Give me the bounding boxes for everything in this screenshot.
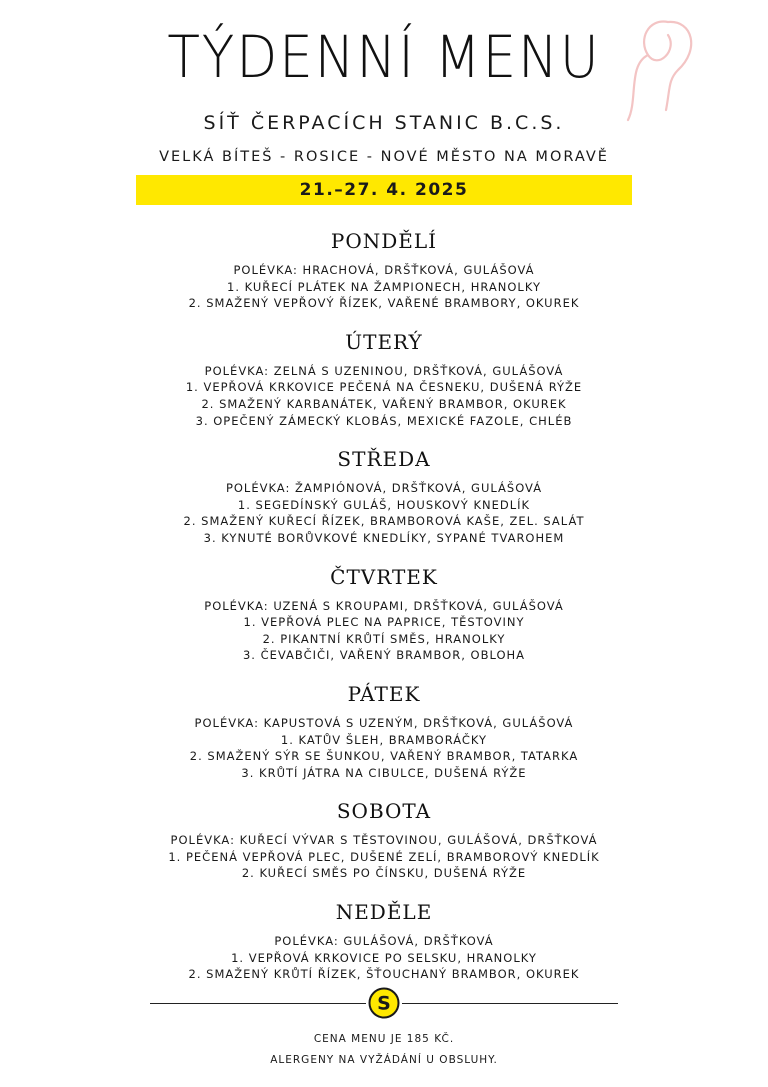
allergens-note: ALERGENY NA VYŽÁDÁNÍ U OBSLUHY.: [270, 1054, 498, 1066]
menu-line: POLÉVKA: KUŘECÍ VÝVAR S TĚSTOVINOU, GULÁŠOVÁ, DRŠŤKOVÁ: [170, 833, 598, 848]
menu-line: 2. PIKANTNÍ KRŮTÍ SMĚS, HRANOLKY: [262, 631, 506, 646]
menu-line: 2. SMAŽENÝ KUŘECÍ ŘÍZEK, BRAMBOROVÁ KAŠE, ZEL. SALÁT: [183, 514, 585, 529]
menu-line: 1. VEPŘOVÁ KRKOVICE PEČENÁ NA ČESNEKU, DUŠENÁ RÝŽE: [185, 380, 583, 395]
menu-line: POLÉVKA: GULÁŠOVÁ, DRŠŤKOVÁ: [274, 934, 494, 949]
day-monday: [0, 228, 768, 312]
page-subtitle: SÍŤ ČERPACÍCH STANIC B.C.S.: [203, 112, 565, 134]
svg-text:S: S: [377, 992, 391, 1015]
menu-line: 2. KUŘECÍ SMĚS PO ČÍNSKU, DUŠENÁ RÝŽE: [241, 866, 527, 881]
menu-line: 2. SMAŽENÝ KRŮTÍ ŘÍZEK, ŠŤOUCHANÝ BRAMBOR, OKUREK: [188, 967, 580, 982]
day-heading: ÚTERÝ: [345, 329, 423, 354]
menu-line: 1. VEPŘOVÁ KRKOVICE PO SELSKU, HRANOLKY: [231, 950, 537, 965]
day-heading: SOBOTA: [336, 799, 432, 824]
menu-line: 3. ČEVABČIČI, VAŘENÝ BRAMBOR, OBLOHA: [242, 648, 526, 663]
menu-line: 1. KUŘECÍ PLÁTEK NA ŽAMPIONECH, HRANOLKY: [227, 279, 541, 294]
menu-line: 3. OPEČENÝ ZÁMECKÝ KLOBÁS, MEXICKÉ FAZOLE, CHLÉB: [195, 413, 573, 428]
day-heading: NEDĚLE: [335, 900, 433, 925]
menu-line: POLÉVKA: KAPUSTOVÁ S UZENÝM, DRŠŤKOVÁ, GULÁŠOVÁ: [194, 715, 574, 730]
day-heading: ČTVRTEK: [330, 564, 438, 589]
day-thursday: [0, 564, 768, 664]
footer-notes: [0, 1029, 768, 1071]
menu-line: 1. VEPŘOVÁ PLEC NA PAPRICE, TĚSTOVINY: [243, 615, 525, 630]
menu-days: [0, 228, 768, 1000]
day-heading: PÁTEK: [347, 681, 421, 706]
menu-line: 1. PEČENÁ VEPŘOVÁ PLEC, DUŠENÉ ZELÍ, BRAMBOROVÝ KNEDLÍK: [168, 849, 600, 864]
day-heading: STŘEDA: [337, 447, 431, 472]
day-tuesday: [0, 329, 768, 429]
menu-line: POLÉVKA: HRACHOVÁ, DRŠŤKOVÁ, GULÁŠOVÁ: [233, 263, 535, 277]
day-friday: [0, 681, 768, 781]
menu-line: POLÉVKA: UZENÁ S KROUPAMI, DRŠŤKOVÁ, GULÁŠOVÁ: [204, 598, 564, 613]
day-saturday: [0, 798, 768, 882]
menu-line: 1. KATŮV ŠLEH, BRAMBORÁČKY: [280, 732, 488, 747]
menu-line: 2. SMAŽENÝ VEPŘOVÝ ŘÍZEK, VAŘENÉ BRAMBORY, OKUREK: [188, 296, 580, 311]
day-wednesday: [0, 446, 768, 546]
page-title: TÝDENNÍ MENU: [167, 23, 601, 91]
day-heading: PONDĚLÍ: [330, 229, 438, 253]
footer-divider-right: [402, 1003, 618, 1004]
station-s-logo-icon: [368, 987, 400, 1019]
menu-line: 3. KYNUTÉ BORŮVKOVÉ KNEDLÍKY, SYPANÉ TVAROHEM: [203, 530, 565, 545]
menu-line: POLÉVKA: ZELNÁ S UZENINOU, DRŠŤKOVÁ, GULÁŠOVÁ: [204, 363, 564, 378]
locations-line: VELKÁ BÍTEŠ - ROSICE - NOVÉ MĚSTO NA MORAVĚ: [159, 149, 609, 165]
menu-line: POLÉVKA: ŽAMPIÓNOVÁ, DRŠŤKOVÁ, GULÁŠOVÁ: [225, 481, 543, 496]
menu-line: 1. SEGEDÍNSKÝ GULÁŠ, HOUSKOVÝ KNEDLÍK: [237, 497, 531, 512]
menu-line: 3. KRŮTÍ JÁTRA NA CIBULCE, DUŠENÁ RÝŽE: [241, 765, 527, 780]
day-sunday: [0, 899, 768, 983]
footer-divider-left: [150, 1003, 366, 1004]
price-note: CENA MENU JE 185 KČ.: [313, 1033, 455, 1045]
menu-line: 2. SMAŽENÝ SÝR SE ŠUNKOU, VAŘENÝ BRAMBOR, TATARKA: [189, 749, 579, 764]
date-banner: 21.–27. 4. 2025: [136, 175, 632, 205]
menu-line: 2. SMAŽENÝ KARBANÁTEK, VAŘENÝ BRAMBOR, OKUREK: [201, 396, 567, 411]
